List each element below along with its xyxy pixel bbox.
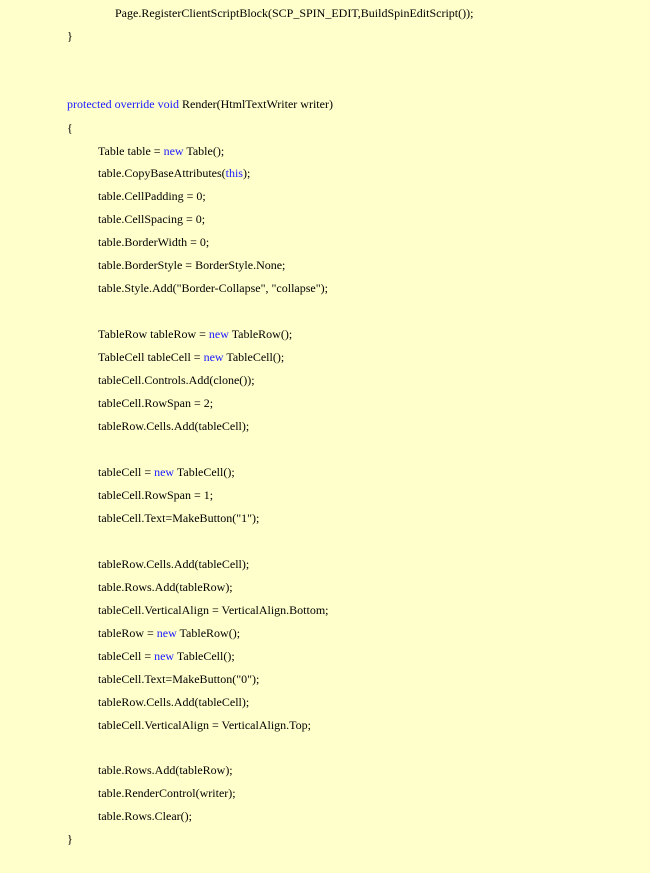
code-text: Table table =	[98, 144, 164, 158]
code-text: table.BorderWidth = 0;	[98, 235, 210, 249]
code-text: table.CellSpacing = 0;	[98, 212, 206, 226]
code-keyword: new	[154, 465, 175, 479]
code-text: tableCell.Controls.Add(clone());	[98, 373, 255, 387]
code-text: table.Style.Add("Border-Collapse", "collapse");	[98, 281, 328, 295]
code-text: {	[67, 121, 73, 135]
code-line	[98, 718, 311, 732]
code-text: TableCell();	[223, 350, 285, 364]
code-text: table.CopyBaseAttributes(	[98, 166, 226, 180]
code-line	[98, 258, 285, 272]
code-line	[98, 557, 249, 571]
code-line	[67, 29, 73, 43]
code-text: Page.RegisterClientScriptBlock(SCP_SPIN_EDIT,BuildSpinEditScript());	[115, 6, 474, 20]
code-text: TableCell tableCell =	[98, 350, 204, 364]
code-line	[67, 832, 73, 846]
code-text: Render(HtmlTextWriter writer)	[178, 97, 333, 111]
code-line	[98, 809, 192, 823]
code-line	[98, 763, 233, 777]
code-keyword: this	[225, 166, 243, 180]
code-keyword: protected	[67, 97, 112, 111]
code-line	[98, 327, 292, 341]
code-line	[98, 212, 205, 226]
code-text: table.RenderControl(writer);	[98, 786, 236, 800]
code-line	[98, 649, 235, 663]
code-text: table.Rows.Add(tableRow);	[98, 763, 233, 777]
code-text: );	[242, 166, 251, 180]
code-text: table.Rows.Clear();	[98, 809, 192, 823]
code-text: tableCell =	[98, 649, 155, 663]
code-text: tableCell.VerticalAlign = VerticalAlign.Top;	[98, 718, 311, 732]
code-text: tableCell =	[98, 465, 155, 479]
code-text: tableRow.Cells.Add(tableCell);	[98, 557, 250, 571]
code-line	[98, 695, 249, 709]
code-line	[98, 235, 209, 249]
code-text: }	[67, 832, 73, 846]
code-line	[98, 281, 328, 295]
code-line	[98, 166, 250, 180]
code-line	[98, 488, 213, 502]
code-line	[98, 350, 284, 364]
code-text: tableCell.RowSpan = 1;	[98, 488, 214, 502]
code-text: TableRow();	[176, 626, 241, 640]
code-line	[98, 189, 206, 203]
code-keyword: override	[114, 97, 155, 111]
code-text: TableCell();	[174, 465, 235, 479]
code-line	[98, 786, 236, 800]
code-text: tableRow.Cells.Add(tableCell);	[98, 695, 250, 709]
code-text: tableCell.RowSpan = 2;	[98, 396, 214, 410]
code-text: tableRow =	[98, 626, 157, 640]
code-text: table.BorderStyle = BorderStyle.None;	[98, 258, 286, 272]
code-line	[98, 511, 259, 525]
code-text: Table();	[183, 144, 225, 158]
code-keyword: new	[203, 350, 224, 364]
code-text: tableRow.Cells.Add(tableCell);	[98, 419, 250, 433]
code-text: TableCell();	[174, 649, 235, 663]
code-line	[98, 144, 224, 158]
code-text: TableRow tableRow =	[98, 327, 209, 341]
code-text: TableRow();	[228, 327, 293, 341]
code-line	[67, 97, 333, 111]
code-text: tableCell.Text=MakeButton("1");	[98, 511, 260, 525]
code-line	[98, 465, 235, 479]
code-keyword: new	[154, 649, 175, 663]
code-keyword: new	[163, 144, 184, 158]
code-line	[98, 580, 233, 594]
code-line	[67, 121, 73, 135]
code-keyword: new	[156, 626, 177, 640]
code-line	[98, 672, 259, 686]
code-text: table.CellPadding = 0;	[98, 189, 206, 203]
code-line	[98, 373, 255, 387]
code-line	[115, 6, 473, 20]
code-text: table.Rows.Add(tableRow);	[98, 580, 233, 594]
code-line	[98, 626, 240, 640]
code-text: tableCell.Text=MakeButton("0");	[98, 672, 260, 686]
code-line	[98, 419, 249, 433]
code-line	[98, 603, 329, 617]
code-text: }	[67, 29, 73, 43]
code-line	[98, 396, 213, 410]
code-keyword: new	[208, 327, 229, 341]
code-text: tableCell.VerticalAlign = VerticalAlign.Bottom;	[98, 603, 329, 617]
code-keyword: void	[157, 97, 179, 111]
